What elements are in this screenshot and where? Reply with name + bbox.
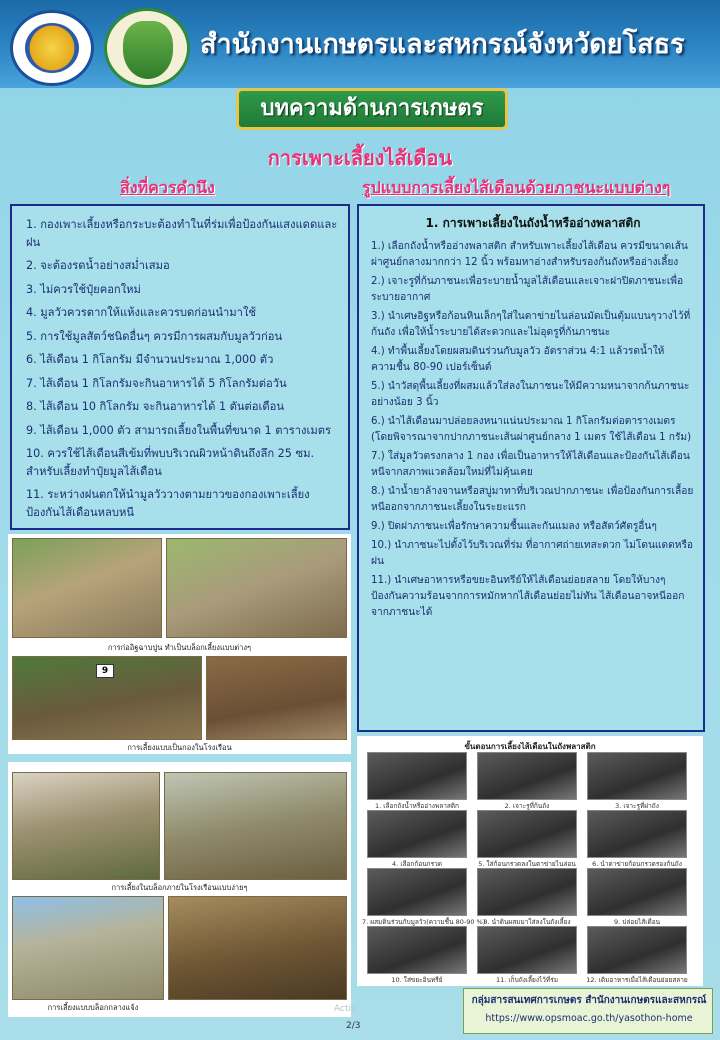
photo-caption: การก่ออิฐฉาบปูน ทำเป็นบล็อกเลี้ยงแบบต่างๆ	[107, 643, 252, 652]
photo-straw-bed	[168, 896, 347, 1000]
list-item: 11. ระหว่างฝนตกให้นำมูลวัววางตามยาวของกองเพาะเลี้ยงป้องกันไส้เดือนหลบหนี	[26, 488, 310, 519]
photo-brick-beds	[12, 538, 162, 638]
step-photo	[477, 810, 577, 858]
right-section-heading: รูปแบบการเลี้ยงไส้เดือนด้วยภาชนะแบบต่างๆ	[362, 178, 671, 197]
header	[0, 0, 720, 88]
list-item: 9. ไส้เดือน 1,000 ตัว สามารถเลี้ยงในพื้นที่ขนาด 1 ตารางเมตร	[26, 423, 331, 437]
deity-emblem	[123, 21, 173, 79]
step-photo	[367, 926, 467, 974]
steps-panel-title: ขั้นตอนการเลี้ยงไส้เดือนในถังพลาสติก	[464, 742, 596, 751]
page-number: 2/3	[346, 1021, 361, 1031]
office-title: สำนักงานเกษตรและสหกรณ์จังหวัดยโสธร	[200, 29, 685, 60]
method-step: 7.) ใส่มูลวัวตรงกลาง 1 กอง เพื่อเป็นอาหารให้ไส้เดือนและป้องกันไส้เดือนหนีจากสภาพแวดล้อมใหม่ที่ไม่คุ้นเคย	[371, 451, 690, 478]
photo-panel-housing	[8, 762, 351, 1017]
method-step: 4.) ทำพื้นเลี้ยงโดยผสมดินร่วนกับมูลวัว อัตราส่วน 4:1 แล้วรดน้ำให้ความชื้น 80-90 เปอร์เซ็นต์	[371, 346, 665, 373]
list-item: 4. มูลวัวควรตากให้แห้งและควรบดก่อนนำมาใช้	[26, 306, 257, 319]
steps-panel	[357, 736, 703, 986]
method-step: 3.) นำเศษอิฐหรือก้อนหินเล็กๆใส่ในตาข่ายไนล่อนมัดเป็นตุ้มแบนๆวางไว้ที่ก้นถัง เพื่อให้น้ำระบายได้สะดวกและไม่อุดรูที่ก้นภาชนะ	[371, 311, 691, 338]
step-photo-caption: 7. ผสมดินร่วนกับมูลวัว(ความชื้น 80-90 %)	[362, 918, 486, 926]
step-photo	[477, 868, 577, 916]
left-section-heading: สิ่งที่ควรคำนึง	[120, 178, 215, 197]
photo-panel-blocks	[8, 534, 351, 754]
step-photo-caption: 4. เลือกก้อนกรวด	[392, 860, 442, 868]
article-banner: บทความด้านการเกษตร	[236, 88, 508, 130]
watermark: Activ	[334, 1004, 357, 1014]
list-item: 3. ไม่ควรใช้ปุ๋ยคอกใหม่	[26, 282, 141, 296]
list-item: 1. กองเพาะเลี้ยงหรือกระบะต้องทำในที่ร่มเพื่อป้องกันแสงแดดและฝน	[26, 218, 338, 249]
method-step: 10.) นำภาชนะไปตั้งไว้บริเวณที่ร่ม ที่อากาศถ่ายเทสะดวก ไม่โดนแดดหรือฝน	[371, 540, 694, 567]
considerations-box	[10, 204, 350, 530]
photo-caption: การเลี้ยงในบล็อกภายในโรงเรือนแบบง่ายๆ	[111, 883, 248, 892]
list-item: 5. การใช้มูลสัตว์ชนิดอื่นๆ ควรมีการผสมกับมูลวัวก่อน	[26, 329, 283, 343]
method-step: 11.) นำเศษอาหารหรือขยะอินทรีย์ให้ไส้เดือนย่อยสลาย โดยให้บางๆป้องกันความร้อนจากการหมักหากไส้เดือนย่อยไม่ทัน ไส้เดือนอาจหนีออกจากภาชนะได้	[371, 575, 685, 618]
number-badge: 9	[96, 664, 114, 678]
list-item: 6. ไส้เดือน 1 กิโลกรัม มีจำนวนประมาณ 1,000 ตัว	[26, 353, 274, 366]
step-photo	[367, 810, 467, 858]
credit-url[interactable]: https://www.opsmoac.go.th/yasothon-home	[485, 1013, 693, 1024]
seal-emblem	[25, 23, 79, 73]
step-photo	[477, 926, 577, 974]
step-photo	[587, 868, 687, 916]
step-photo	[587, 752, 687, 800]
photo-concrete-beds	[166, 538, 347, 638]
photo-caption: การเลี้ยงแบบเป็นกองในโรงเรือน	[127, 743, 232, 752]
step-photo	[587, 926, 687, 974]
list-item: 2. จะต้องรดน้ำอย่างสม่ำเสมอ	[26, 259, 170, 272]
photo-thatched-shed	[164, 772, 347, 880]
page-title: การเพาะเลี้ยงไส้เดือน	[267, 146, 453, 170]
step-photo-caption: 2. เจาะรูที่ก้นถัง	[504, 802, 550, 810]
step-photo-caption: 3. เจาะรูที่ฝาถัง	[615, 802, 659, 810]
photo-indoor-piles	[206, 656, 347, 740]
method-heading: 1. การเพาะเลี้ยงในถังน้ำหรืออ่างพลาสติก	[425, 216, 641, 230]
agriculture-cooperatives-logo	[104, 8, 190, 88]
credit-group: กลุ่มสารสนเทศการเกษตร สำนักงานเกษตรและสหกรณ์	[471, 995, 707, 1006]
container-methods-box	[357, 204, 705, 732]
photo-caption: การเลี้ยงแบบบล็อกกลางแจ้ง	[47, 1003, 139, 1012]
list-item: 8. ไส้เดือน 10 กิโลกรัม จะกินอาหารได้ 1 ตันต่อเดือน	[26, 400, 284, 413]
step-photo-caption: 12. เติมอาหารเมื่อไส้เดือนย่อยสลาย	[586, 976, 688, 984]
step-photo-caption: 5. ใส่ก้อนกรวดลงในตาข่ายไนล่อน	[478, 860, 576, 868]
list-item: 7. ไส้เดือน 1 กิโลกรัมจะกินอาหารได้ 5 กิโลกรัมต่อวัน	[26, 376, 287, 390]
step-photo	[587, 810, 687, 858]
step-photo	[367, 752, 467, 800]
seal-logo	[10, 10, 94, 86]
step-photo	[367, 868, 467, 916]
photo-outdoor-blocks	[12, 896, 164, 1000]
method-step: 5.) นำวัสดุพื้นเลี้ยงที่ผสมแล้วใส่ลงในภาชนะให้มีความหนาจากก้นภาชนะอย่างน้อย 3 นิ้ว	[371, 381, 690, 408]
step-photo	[477, 752, 577, 800]
step-photo-caption: 6. นำตาข่ายก้อนกรวดรองก้นถัง	[592, 860, 682, 868]
step-photo-caption: 9. ปล่อยไส้เดือน	[613, 918, 661, 926]
list-item: 10. ควรใช้ไส้เดือนสีเข้มที่พบบริเวณผิวหน้าดินถึงลึก 25 ซม. สำหรับเลี้ยงทำปุ๋ยมูลไส้เดือน	[26, 447, 315, 478]
step-photo-caption: 11. เก็บถังเลี้ยงไว้ที่ร่ม	[496, 976, 558, 984]
method-step: 8.) นำน้ำยาล้างจานหรือสบู่มาทาที่บริเวณปากภาชนะ เพื่อป้องกันการเลื้อยหนีออกจากภาชนะเลี้ยงในระยะแรก	[371, 486, 694, 513]
method-step: 6.) นำไส้เดือนมาปล่อยลงหนาแน่นประมาณ 1 กิโลกรัมต่อตารางเมตร (โดยพิจารณาจากปากภาชนะเส้นผ่าศูนย์กลาง 1 เมตร ใช้ไส้เดือน 1 กรัม)	[371, 416, 692, 443]
method-step: 2.) เจาะรูที่ก้นภาชนะเพื่อระบายน้ำมูลไส้เดือนและเจาะฝาปิดภาชนะเพื่อระบายอากาศ	[371, 276, 684, 303]
step-photo-caption: 8. นำดินผสมมาใส่ลงในถังเลี้ยง	[483, 918, 571, 926]
step-photo-caption: 10. ใส่ขยะอินทรีย์	[391, 976, 443, 984]
method-step: 1.) เลือกถังน้ำหรืออ่างพลาสติก สำหรับเพาะเลี้ยงไส้เดือน ควรมีขนาดเส้นผ่าศูนย์กลางมากกว่า 12 นิ้ว พร้อมหาอ่างสำหรับรองก้นถังหรืออ่างเลี้ยง	[371, 241, 688, 268]
step-photo-caption: 1. เลือกถังน้ำหรืออ่างพลาสติก	[375, 802, 459, 810]
photo-shed-blocks	[12, 772, 160, 880]
credit-box	[463, 988, 713, 1034]
method-step: 9.) ปิดฝาภาชนะเพื่อรักษาความชื้นและกันแมลง หรือสัตว์ศัตรูอื่นๆ	[371, 521, 657, 532]
